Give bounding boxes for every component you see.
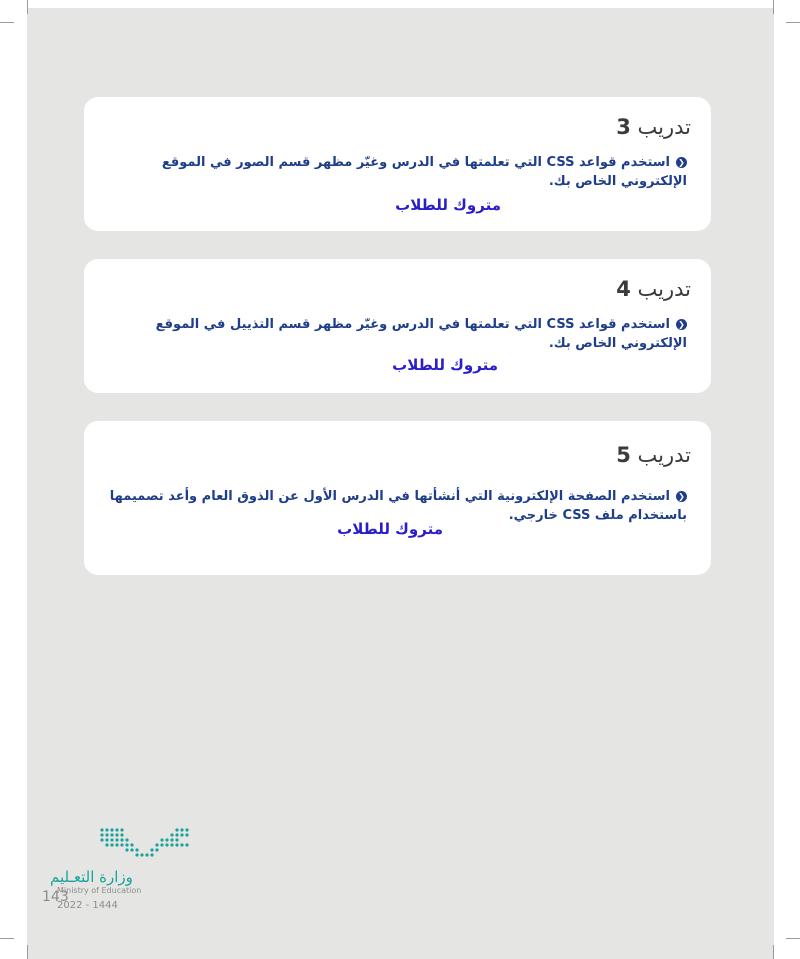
chevron-left-icon: ❮ xyxy=(676,491,687,502)
ministry-name-ar: وزارة التعـليم xyxy=(50,868,133,886)
crop-mark xyxy=(27,0,28,14)
edition-year: 2022 - 1444 xyxy=(57,900,118,911)
chevron-left-icon: ❮ xyxy=(676,319,687,330)
exercise-number: 4 xyxy=(616,277,631,301)
exercise-instruction xyxy=(102,315,687,353)
exercise-instruction-text: استخدم الصفحة الإلكترونية التي أنشأتها في الدرس الأول عن الذوق العام وأعد تصميمها باستخدام ملف CSS خارجي. xyxy=(109,489,687,523)
chevron-left-icon: ❮ xyxy=(676,157,687,168)
ministry-name-en: Ministry of Education xyxy=(57,886,142,895)
exercise-title-word: تدريب xyxy=(637,115,691,139)
exercise-title-word: تدريب xyxy=(637,277,691,301)
crop-mark xyxy=(27,945,28,959)
exercise-card-5 xyxy=(84,421,711,575)
crop-mark xyxy=(773,0,774,14)
exercise-title xyxy=(616,443,691,467)
exercise-card-3 xyxy=(84,97,711,231)
exercise-number: 3 xyxy=(616,115,631,139)
exercise-title-word: تدريب xyxy=(637,443,691,467)
exercise-title xyxy=(616,277,691,301)
page-number: 143 xyxy=(42,889,69,905)
exercise-instruction-text: استخدم قواعد CSS التي تعلمتها في الدرس وغيّر مظهر قسم الصور في الموقع الإلكتروني الخاص بك. xyxy=(161,155,687,189)
exercise-instruction-text: استخدم قواعد CSS التي تعلمتها في الدرس وغيّر مظهر قسم التذييل في الموقع الإلكتروني الخاص بك. xyxy=(155,317,687,351)
exercise-number: 5 xyxy=(616,443,631,467)
exercise-answer: متروك للطلاب xyxy=(392,356,498,374)
crop-mark xyxy=(773,945,774,959)
crop-mark xyxy=(0,938,14,939)
ministry-logo-icon xyxy=(100,826,192,860)
crop-mark xyxy=(786,22,800,23)
exercise-answer: متروك للطلاب xyxy=(337,520,443,538)
crop-mark xyxy=(786,938,800,939)
exercise-instruction xyxy=(102,153,687,191)
exercise-title xyxy=(616,115,691,139)
exercise-card-4 xyxy=(84,259,711,393)
exercise-answer: متروك للطلاب xyxy=(395,196,501,214)
crop-mark xyxy=(0,22,14,23)
